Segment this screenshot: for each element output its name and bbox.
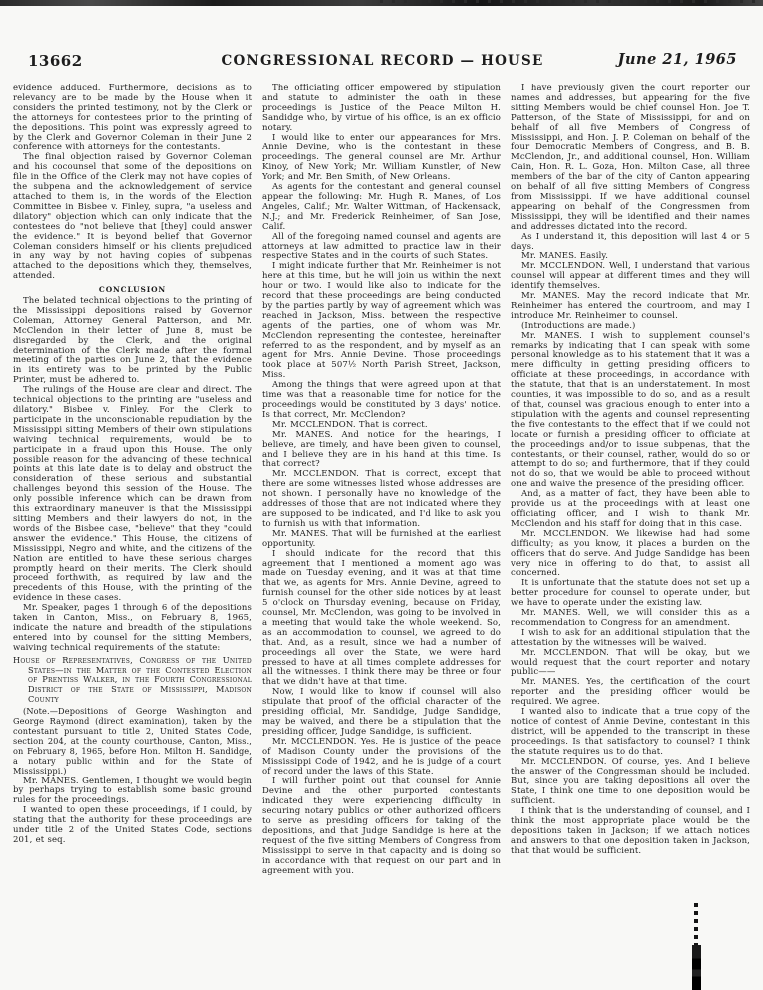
paragraph: Mr. MANES. And notice for the hearings, I believe, are timely, and have been given to counsel, and I believe they are in his hand at this time. Is that correct? [262,429,501,470]
paragraph: Mr. Speaker, pages 1 through 6 of the depositions taken in Canton, Miss., on February 8, 1965, indicate the nature and breadth of the stipulations entered into by counsel for the sitting Members, waiving technical requirements of the statute: [13,603,252,653]
paragraph: It is unfortunate that the statute does not set up a better procedure for counsel to operate under, but we have to operate under the existing law. [511,578,750,609]
paragraph: Mr. MANES. Well, we will consider this as a recommendation to Congress for an amendment. [511,608,750,628]
case-caption: House of Representatives, Congress of the United States—in the Matter of the Contested Election of Prentiss Walker, in the Fourth Congressional District of the State of Mississippi, Madison County [13,654,252,705]
paragraph: I wanted also to indicate that a true copy of the notice of contest of Annie Devine, contestant in this district, will be appended to the transcript in these proceedings. Is that satisfactory to counsel? I think the statute requires us to do that. [511,707,750,757]
paragraph: Mr. MANES. Easily. [521,251,609,262]
paragraph: Mr. MCCLENDON. Well, I understand that various counsel will appear at different times and they will identify themselves. [511,261,750,292]
paragraph: The belated technical objections to the printing of the Mississippi depositions raised by Governor Coleman, Attorney General Patterson, and Mr. McClendon in their letter of June 8, must be disregarded by the Clerk, and the original determination of the Clerk made after the formal meeting of the parties on June 2, that the evidence in its entirety was to be printed by the Public Printer, must be adhered to. [13,296,252,386]
paragraph: Mr. MCCLENDON. We likewise had had some difficulty; as you know, it places a burden on the officers that do serve. And Judge Sandidge has been very nice in offering to do that, to assist all concerned. [511,528,750,579]
paragraph: The final objection raised by Governor Coleman and his cocounsel that some of the depositions on file in the Office of the Clerk may not have copies of the subpena and the acknowledgement of service attached to them is, in the words of the Election Committee in Bisbee v. Finley, supra, "a useless and dilatory" objection which can only indicate that the contestees do "not believe that [they] could answer the evidence." It is beyond belief that Governor Coleman considers himself or his clients prejudiced in any way by not having copies of subpenas attached to the depositions which they, themselves, attended. [13,152,252,282]
paragraph: Mr. MANES. That will be furnished at the earliest opportunity. [262,528,501,549]
paragraph: As agents for the contestant and general counsel appear the following: Mr. Hugh R. Manes, of Los Angeles, Calif.; Mr. Walter Wittman, of Hackensack, N.J.; and Mr. Frederick Reinheimer, of San Jose, Calif. [262,182,501,232]
scan-artifact-dashes [694,903,698,947]
paragraph: I would like to enter our appearances for Mrs. Annie Devine, who is the contestant in these proceedings. The general counsel are Mr. Arthur Kinoy, of New York; Mr. William Kunstler, of New York; and Mr. Ben Smith, of New Orleans. [262,132,501,183]
column-1 [13,84,252,980]
paragraph: Mr. MANES. I wish to supplement counsel's remarks by indicating that I can speak with some personal knowledge as to his statement that it was a mere difficulty in getting presiding officers to officiate at these proceedings, in accordance with the statute, that that is an understatement. In most counties, it was impossible to do so, and as a result of that, counsel was gracious enough to enter into a stipulation with the agents and counsel representing the five contestants to the effect that if we could not locate or furnish a presiding officer to officiate at the proceedings and/or to issue subpenas, that the contestants, or their counsel, rather, would do so or attempt to do so; and furthermore, that if they could not do so, that we would be able to proceed without one and waive the presence of the presiding officer. [511,330,750,490]
paragraph: As I understand it, this deposition will last 4 or 5 days. [511,231,750,252]
paragraph: I wish to ask for an additional stipulation that the attestation by the witnesses will be waived. [511,627,750,648]
paragraph: Mr. MANES. May the record indicate that Mr. Reinheimer has entered the courtroom, and may I introduce Mr. Reinheimer to counsel. [511,291,750,321]
paragraph: Mr. MCCLENDON. Yes. He is justice of the peace of Madison County under the provisions of the Mississippi Code of 1942, and he is judge of a court of record under the laws of this State. [262,736,501,777]
paragraph: Mr. MANES. Gentlemen, I thought we would begin by perhaps trying to establish some basic ground rules for the proceedings. [13,775,252,806]
paragraph: The rulings of the House are clear and direct. The technical objections to the printing are "useless and dilatory." Bisbee v. Finley. For the Clerk to participate in the unconscionable repudiation by the Mississippi sitting Members of their own stipulations waiving technical requirements, would be to participate in a fraud upon this House. The only possible reason for the advancing of these technical points at this late date is to delay and obstruct the consideration of these serious and substantial challenges beyond this session of the House. The only possible inference which can be drawn from this extraordinary maneuver is that the Mississippi sitting Members and their lawyers do not, in the words of the Bisbee case, "believe" that they "could answer the evidence." This House, the citizens of Mississippi, Negro and white, and the citizens of the Nation are entitled to have these serious charges promptly heard on their merits. The Clerk should proceed forthwith, as required by law and the precedents of this House, with the printing of the evidence in these cases. [13,385,252,604]
deposition-note: (Note.—Depositions of George Washington and George Raymond (direct examination), taken by the contestant pursuant to title 2, United States Code, section 204, at the county courthouse, Canton, Miss., on February 8, 1965, before Hon. Milton H. Sandidge, a notary public within and for the State of Mississippi.) [13,706,252,776]
paragraph: Mr. MANES. Yes, the certification of the court reporter and the presiding officer would be required. We agree. [511,677,750,708]
paragraph: All of the foregoing named counsel and agents are attorneys at law admitted to practice law in their respective States and in the courts of such States. [262,231,501,262]
paragraph: I wanted to open these proceedings, if I could, by stating that the authority for these proceedings are under title 2 of the United States Code, sections 201, et seq. [13,805,252,845]
paragraph: I should indicate for the record that this agreement that I mentioned a moment ago was made on Tuesday evening, and it was at that time that we, as agents for Mrs. Annie Devine, agreed to furnish counsel for the other side notices by at least 5 o'clock on Thursday evening, because on Friday, counsel, Mr. McClendon, was going to be involved in a meeting that would take the whole weekend. So, as an accommodation to counsel, we agreed to do that. And, as a result, since we had a number of proceedings all over the State, we were hard pressed to have at all times complete addresses for all the witnesses. I think there may be three or four that we didn't have at that time. [262,548,501,688]
text-columns [13,84,751,980]
column-2 [262,84,501,980]
paragraph: Among the things that were agreed upon at that time was that a reasonable time for notice for the proceedings would be constituted by 3 days' notice. Is that correct, Mr. McClendon? [262,380,501,420]
paragraph: The officiating officer empowered by stipulation and statute to administer the oath in these proceedings is Justice of the Peace Milton H. Sandidge who, by virtue of his office, is an ex officio notary. [262,84,501,133]
masthead-title: CONGRESSIONAL RECORD — HOUSE [221,53,544,69]
column-3 [511,84,750,980]
paragraph: (Introductions are made.) [521,320,636,331]
paragraph: I think that is the understanding of counsel, and I think the most appropriate place would be the depositions taken in Jackson; if we attach notices and answers to that one deposition taken in Jackson, that that would be sufficient. [511,806,750,856]
paragraph: Mr. MCCLENDON. That is correct. [272,419,428,430]
paragraph: Mr. MCCLENDON. That is correct, except that there are some witnesses listed whose addresses are not shown. I personally have no knowledge of the addresses of those that are not indicated where they are supposed to be indicated, and I'd like to ask you to furnish us with that information. [262,469,501,529]
scan-artifact-blocks [692,945,701,990]
paragraph: Now, I would like to know if counsel will also stipulate that proof of the official character of the presiding official, Mr. Sandidge, Judge Sandidge, may be waived, and there be a stipulation that the presiding officer, Judge Sandidge, is sufficient. [262,687,501,737]
masthead [28,50,737,72]
page-number: 13662 [28,52,83,70]
paragraph: I might indicate further that Mr. Reinheimer is not here at this time, but he will join us within the next hour or two. I would like also to indicate for the record that these proceedings are being conducted by the parties partly by way of agreement which was reached in Jackson, Miss. between the respective agents of the parties, one of whom was Mr. McClendon representing the contestee, hereinafter referred to as the respondent, and by myself as an agent for Mrs. Annie Devine. Those proceedings took place at 507½ North Parish Street, Jackson, Miss. [262,261,501,381]
paragraph: I will further point out that counsel for Annie Devine and the other purported contestants indicated they were experiencing difficulty in securing notary publics or other authorized officers to serve as presiding officers for taking of the depositions, and that Judge Sandidge is here at the request of the five sitting Members of Congress from Mississippi to serve in that capacity and is doing so in accordance with that request on our part and in agreement with you. [262,776,501,876]
paragraph: Mr. MCCLENDON. That will be okay, but we would request that the court reporter and notary public—— [511,647,750,678]
conclusion-heading: CONCLUSION [98,285,167,295]
scan-artifact-binding-mark [692,903,701,990]
issue-date: June 21, 1965 [617,51,737,68]
scan-artifact-top-dots [380,0,763,3]
paragraph: Mr. MCCLENDON. Of course, yes. And I believe the answer of the Congressman should be included. But, since you are taking depositions all over the State, I think one time to one deposition would be sufficient. [511,756,750,807]
paragraph: evidence adduced. Furthermore, decisions as to relevancy are to be made by the House when it considers the printed testimony, not by the Clerk or the attorneys for contestees prior to the printing of the depositions. This point was expressly agreed to by the Clerk and Governor Coleman in their June 2 conference with attorneys for the contestants. [13,84,252,153]
paragraph: And, as a matter of fact, they have been able to provide us at the proceedings with at least one officiating officer, and I wish to thank Mr. McClendon and his staff for doing that in this case. [511,489,750,529]
paragraph: I have previously given the court reporter our names and addresses, but appearing for the five sitting Members would be chief counsel Hon. Joe T. Patterson, of the State of Mississippi, for and on behalf of all five Members of Congress of Mississippi, and Hon. J. P. Coleman on behalf of the four Democratic Members of Congress, and B. B. McClendon, Jr., and additional counsel, Hon. William Cain, Hon. R. L. Goza, Hon. Milton Case, all three members of the bar of the city of Canton appearing on behalf of all five sitting Members of Congress from Mississippi. If we have additional counsel appearing on behalf of the Congressmen from Mississippi, they will be identified and their names and addresses dictated into the record. [511,84,750,232]
